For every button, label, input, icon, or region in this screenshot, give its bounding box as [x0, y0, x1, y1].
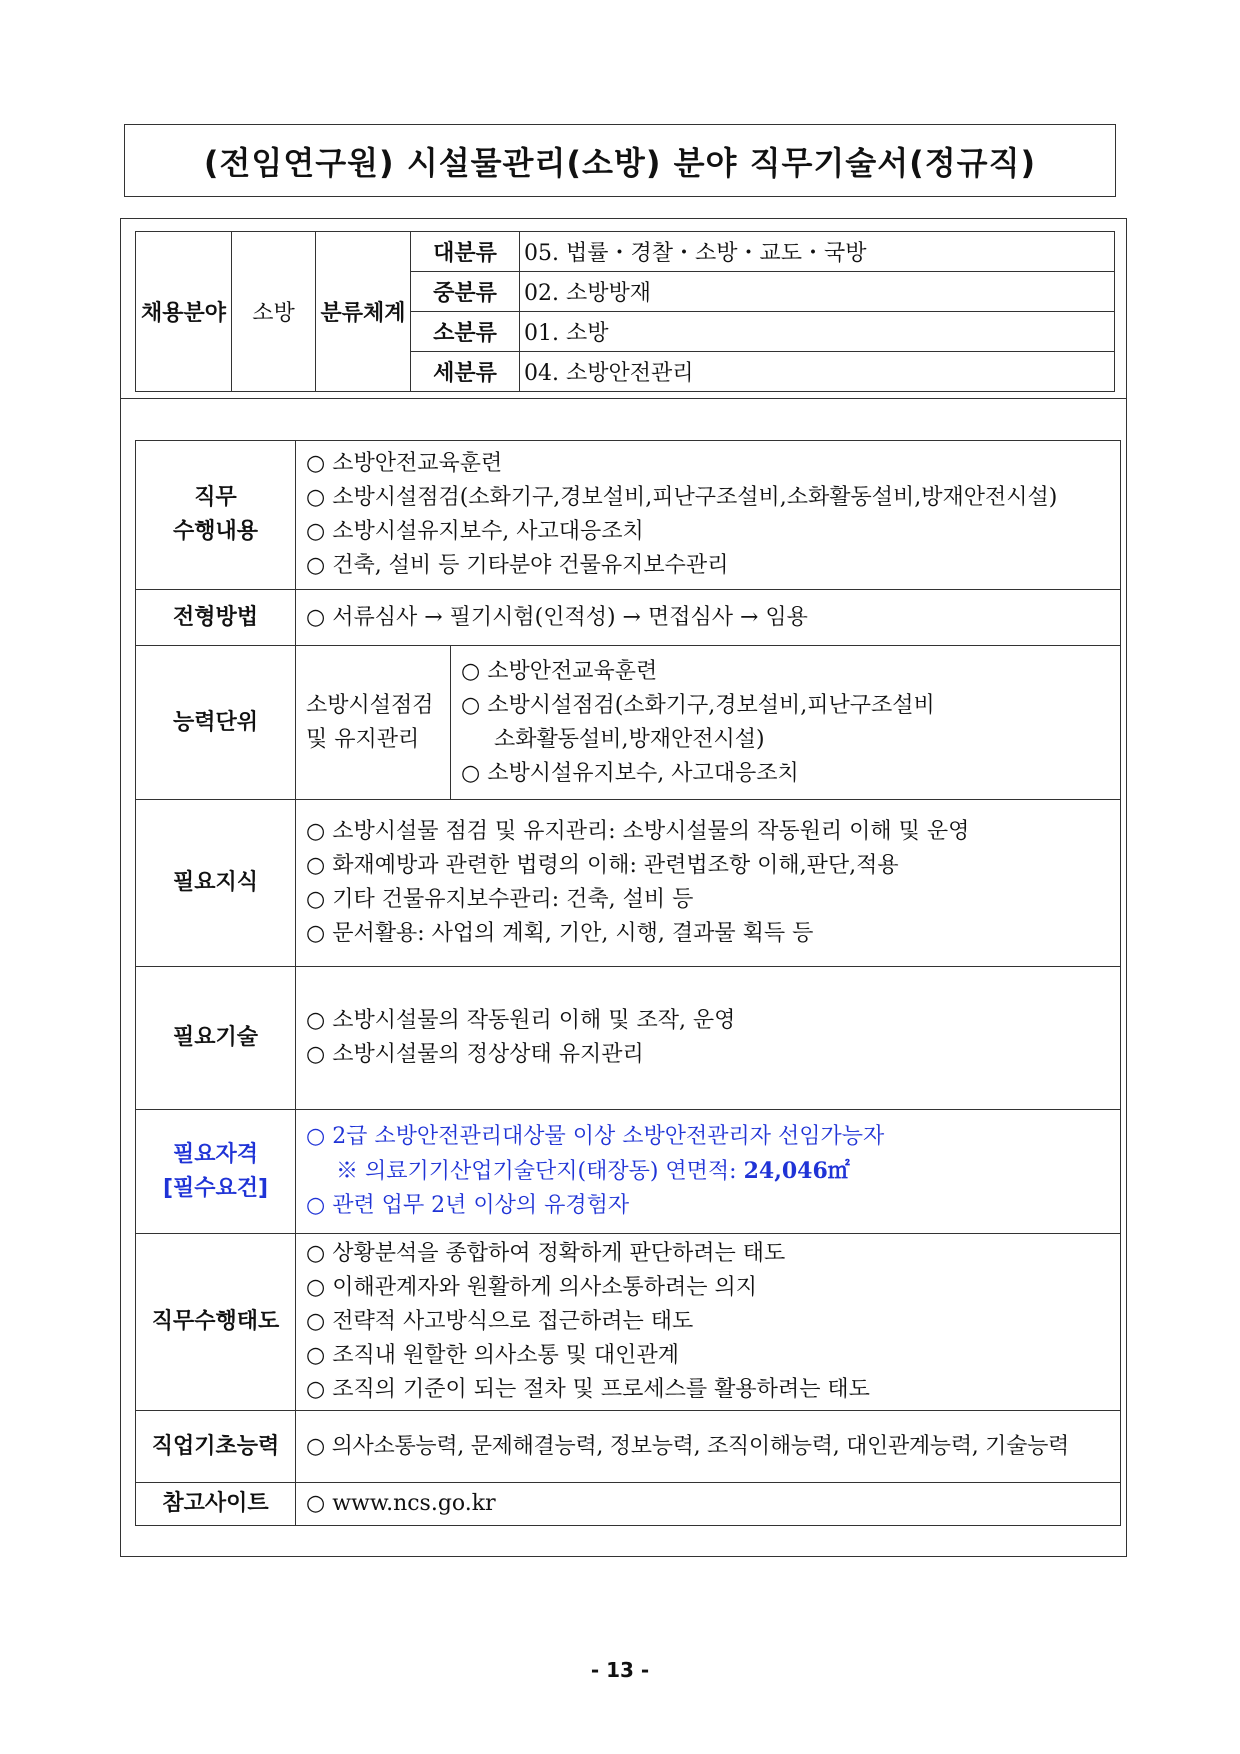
category-middle-label: 중분류 — [411, 272, 520, 312]
qualification-label — [136, 1110, 296, 1234]
selection-content — [296, 590, 1121, 646]
knowledge-label: 필요지식 — [136, 800, 296, 967]
category-detail-value: 04. 소방안전관리 — [520, 352, 1115, 392]
basic-ability-text: ○ 의사소통능력, 문제해결능력, 정보능력, 조직이해능력, 대인관계능력, 기술능력 — [306, 1433, 1069, 1459]
competency-label: 능력단위 — [136, 646, 296, 800]
duties-label — [136, 441, 296, 590]
duty-item: ○ 소방안전교육훈련 — [306, 451, 503, 476]
document-title-box — [124, 124, 1116, 197]
qualification-note-text: ※ 의료기기산업기술단지(태장동) 연면적: — [336, 1159, 744, 1184]
page-number: - 13 - — [590, 1658, 650, 1682]
classification-table — [135, 231, 1115, 392]
competency-item: ○ 소방안전교육훈련 — [461, 658, 658, 684]
duties-label-line2: 수행내용 — [172, 519, 258, 544]
qualification-label-line2: [필수요건] — [162, 1175, 269, 1201]
competency-sub-line1: 소방시설점검 — [306, 692, 434, 718]
skills-content — [296, 967, 1121, 1110]
qualification-item: ○ 2급 소방안전관리대상물 이상 소방안전관리자 선임가능자 — [306, 1124, 885, 1149]
reference-content — [296, 1483, 1121, 1526]
category-middle-value: 02. 소방방재 — [520, 272, 1115, 312]
attitude-item: ○ 조직내 원할한 의사소통 및 대인관계 — [306, 1343, 679, 1368]
basic-ability-label: 직업기초능력 — [136, 1411, 296, 1483]
field-value: 소방 — [232, 232, 316, 392]
duty-item: ○ 소방시설점검(소화기구,경보설비,피난구조설비,소화활동설비,방재안전시설) — [306, 485, 1058, 510]
attitude-item: ○ 이해관계자와 원활하게 의사소통하려는 의지 — [306, 1275, 757, 1300]
field-label: 채용분야 — [136, 232, 232, 392]
knowledge-item: ○ 화재예방과 관련한 법령의 이해: 관련법조항 이해,판단,적용 — [306, 853, 899, 878]
selection-label: 전형방법 — [136, 590, 296, 646]
knowledge-item: ○ 문서활용: 사업의 계획, 기안, 시행, 결과물 획득 등 — [306, 921, 814, 946]
duty-item: ○ 건축, 설비 등 기타분야 건물유지보수관리 — [306, 553, 729, 578]
skill-item: ○ 소방시설물의 정상상태 유지관리 — [306, 1042, 644, 1067]
knowledge-item: ○ 기타 건물유지보수관리: 건축, 설비 등 — [306, 887, 694, 912]
qualification-content — [296, 1110, 1121, 1234]
reference-label: 참고사이트 — [136, 1483, 296, 1526]
competency-sub-line2: 및 유지관리 — [306, 726, 420, 752]
competency-content — [451, 646, 1121, 800]
competency-item: ○ 소방시설유지보수, 사고대응조치 — [461, 760, 799, 786]
competency-item: ○ 소방시설점검(소화기구,경보설비,피난구조설비 — [461, 692, 935, 718]
skill-item: ○ 소방시설물의 작동원리 이해 및 조작, 운영 — [306, 1008, 736, 1033]
category-detail-label: 세분류 — [411, 352, 520, 392]
job-detail-table — [135, 440, 1121, 1526]
basic-ability-content — [296, 1411, 1121, 1483]
section-divider — [121, 398, 1126, 399]
selection-text: ○ 서류심사 → 필기시험(인적성) → 면접심사 → 임용 — [306, 604, 808, 630]
duty-item: ○ 소방시설유지보수, 사고대응조치 — [306, 519, 644, 544]
category-major-label: 대분류 — [411, 232, 520, 272]
category-minor-label: 소분류 — [411, 312, 520, 352]
category-minor-value: 01. 소방 — [520, 312, 1115, 352]
qualification-note — [306, 1154, 1120, 1189]
duties-label-line1: 직무 — [194, 485, 237, 510]
knowledge-content — [296, 800, 1121, 967]
skills-label: 필요기술 — [136, 967, 296, 1110]
competency-item-continued: 소화활동설비,방재안전시설) — [494, 726, 765, 752]
qualification-label-line1: 필요자격 — [172, 1141, 258, 1167]
qualification-note-area: 24,046㎡ — [743, 1158, 850, 1184]
competency-sub-label — [296, 646, 451, 800]
attitude-item: ○ 상황분석을 종합하여 정확하게 판단하려는 태도 — [306, 1241, 786, 1266]
knowledge-item: ○ 소방시설물 점검 및 유지관리: 소방시설물의 작동원리 이해 및 운영 — [306, 819, 970, 844]
attitude-content — [296, 1234, 1121, 1411]
attitude-item: ○ 조직의 기준이 되는 절차 및 프로세스를 활용하려는 태도 — [306, 1377, 870, 1402]
document-title: (전임연구원) 시설물관리(소방) 분야 직무기술서(정규직) — [203, 143, 1037, 182]
qualification-item: ○ 관련 업무 2년 이상의 유경험자 — [306, 1193, 630, 1218]
duties-content — [296, 441, 1121, 590]
reference-link[interactable]: ○ www.ncs.go.kr — [306, 1491, 496, 1516]
attitude-label: 직무수행태도 — [136, 1234, 296, 1411]
attitude-item: ○ 전략적 사고방식으로 접근하려는 태도 — [306, 1309, 694, 1334]
system-label: 분류체계 — [316, 232, 411, 392]
job-description-frame — [120, 218, 1127, 1557]
category-major-value: 05. 법률・경찰・소방・교도・국방 — [520, 232, 1115, 272]
